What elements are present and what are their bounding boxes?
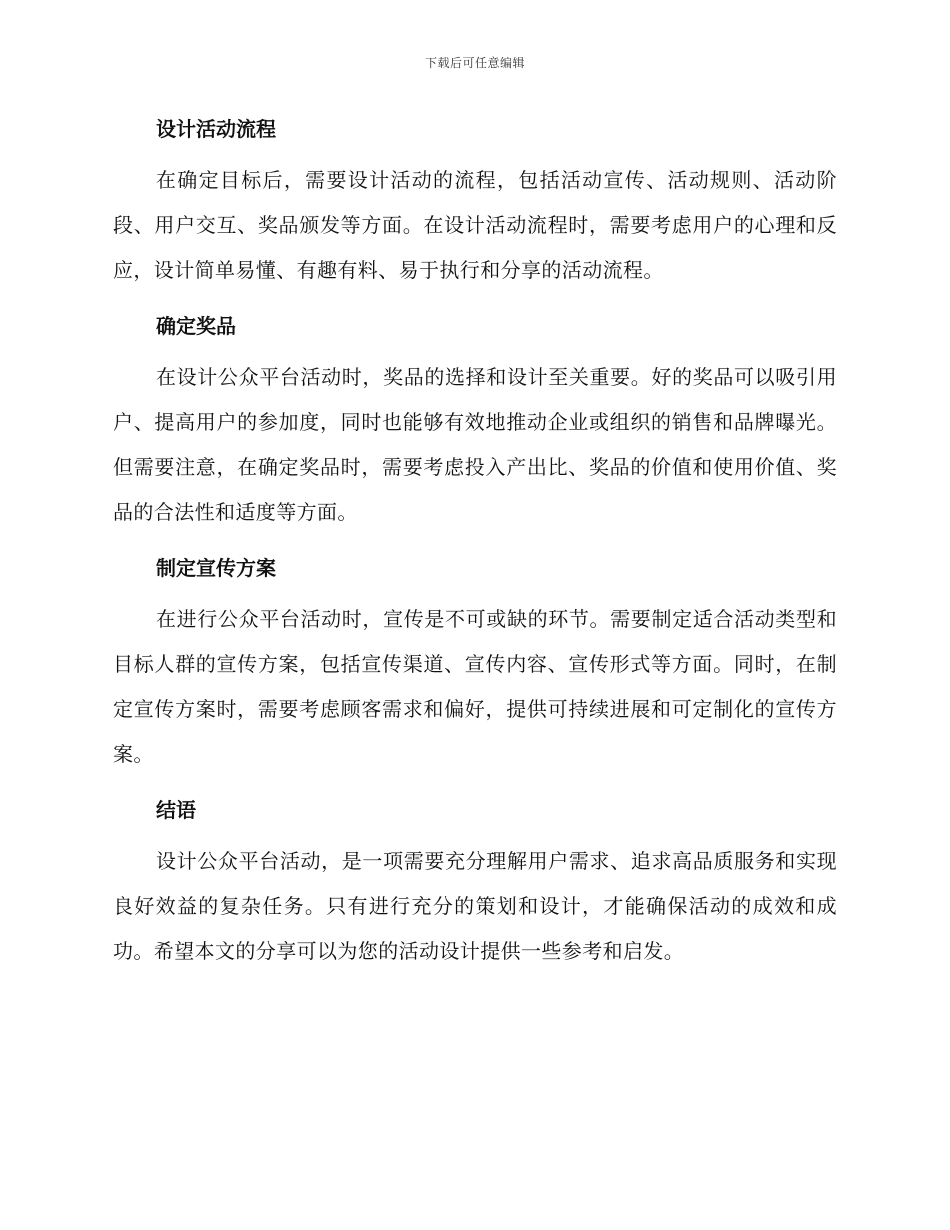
section-heading: 制定宣传方案 [156, 556, 276, 580]
document-body [113, 108, 837, 986]
section-prizes [113, 305, 837, 535]
section-conclusion [113, 789, 837, 974]
section-paragraph: 设计公众平台活动，是一项需要充分理解用户需求、追求高品质服务和实现良好效益的复杂任务。只有进行充分的策划和设计，才能确保活动的成效和成功。希望本文的分享可以为您的活动设计提供一些参考和启发。 [113, 849, 837, 963]
section-paragraph: 在确定目标后，需要设计活动的流程，包括活动宣传、活动规则、活动阶段、用户交互、奖品颁发等方面。在设计活动流程时，需要考虑用户的心理和反应，设计简单易懂、有趣有料、易于执行和分享的活动流程。 [113, 168, 837, 282]
section-activity-flow [113, 108, 837, 293]
section-paragraph: 在设计公众平台活动时，奖品的选择和设计至关重要。好的奖品可以吸引用户、提高用户的参加度，同时也能够有效地推动企业或组织的销售和品牌曝光。但需要注意，在确定奖品时，需要考虑投入产出比、奖品的价值和使用价值、奖品的合法性和适度等方面。 [113, 365, 837, 524]
section-heading: 设计活动流程 [156, 117, 276, 141]
section-promotion-plan [113, 547, 837, 777]
page-header: 下载后可任意编辑 [424, 56, 525, 70]
section-heading: 确定奖品 [156, 314, 236, 338]
section-paragraph: 在进行公众平台活动时，宣传是不可或缺的环节。需要制定适合活动类型和目标人群的宣传方案，包括宣传渠道、宣传内容、宣传形式等方面。同时，在制定宣传方案时，需要考虑顾客需求和偏好，提供可持续进展和可定制化的宣传方案。 [113, 607, 837, 766]
section-heading: 结语 [156, 798, 196, 822]
